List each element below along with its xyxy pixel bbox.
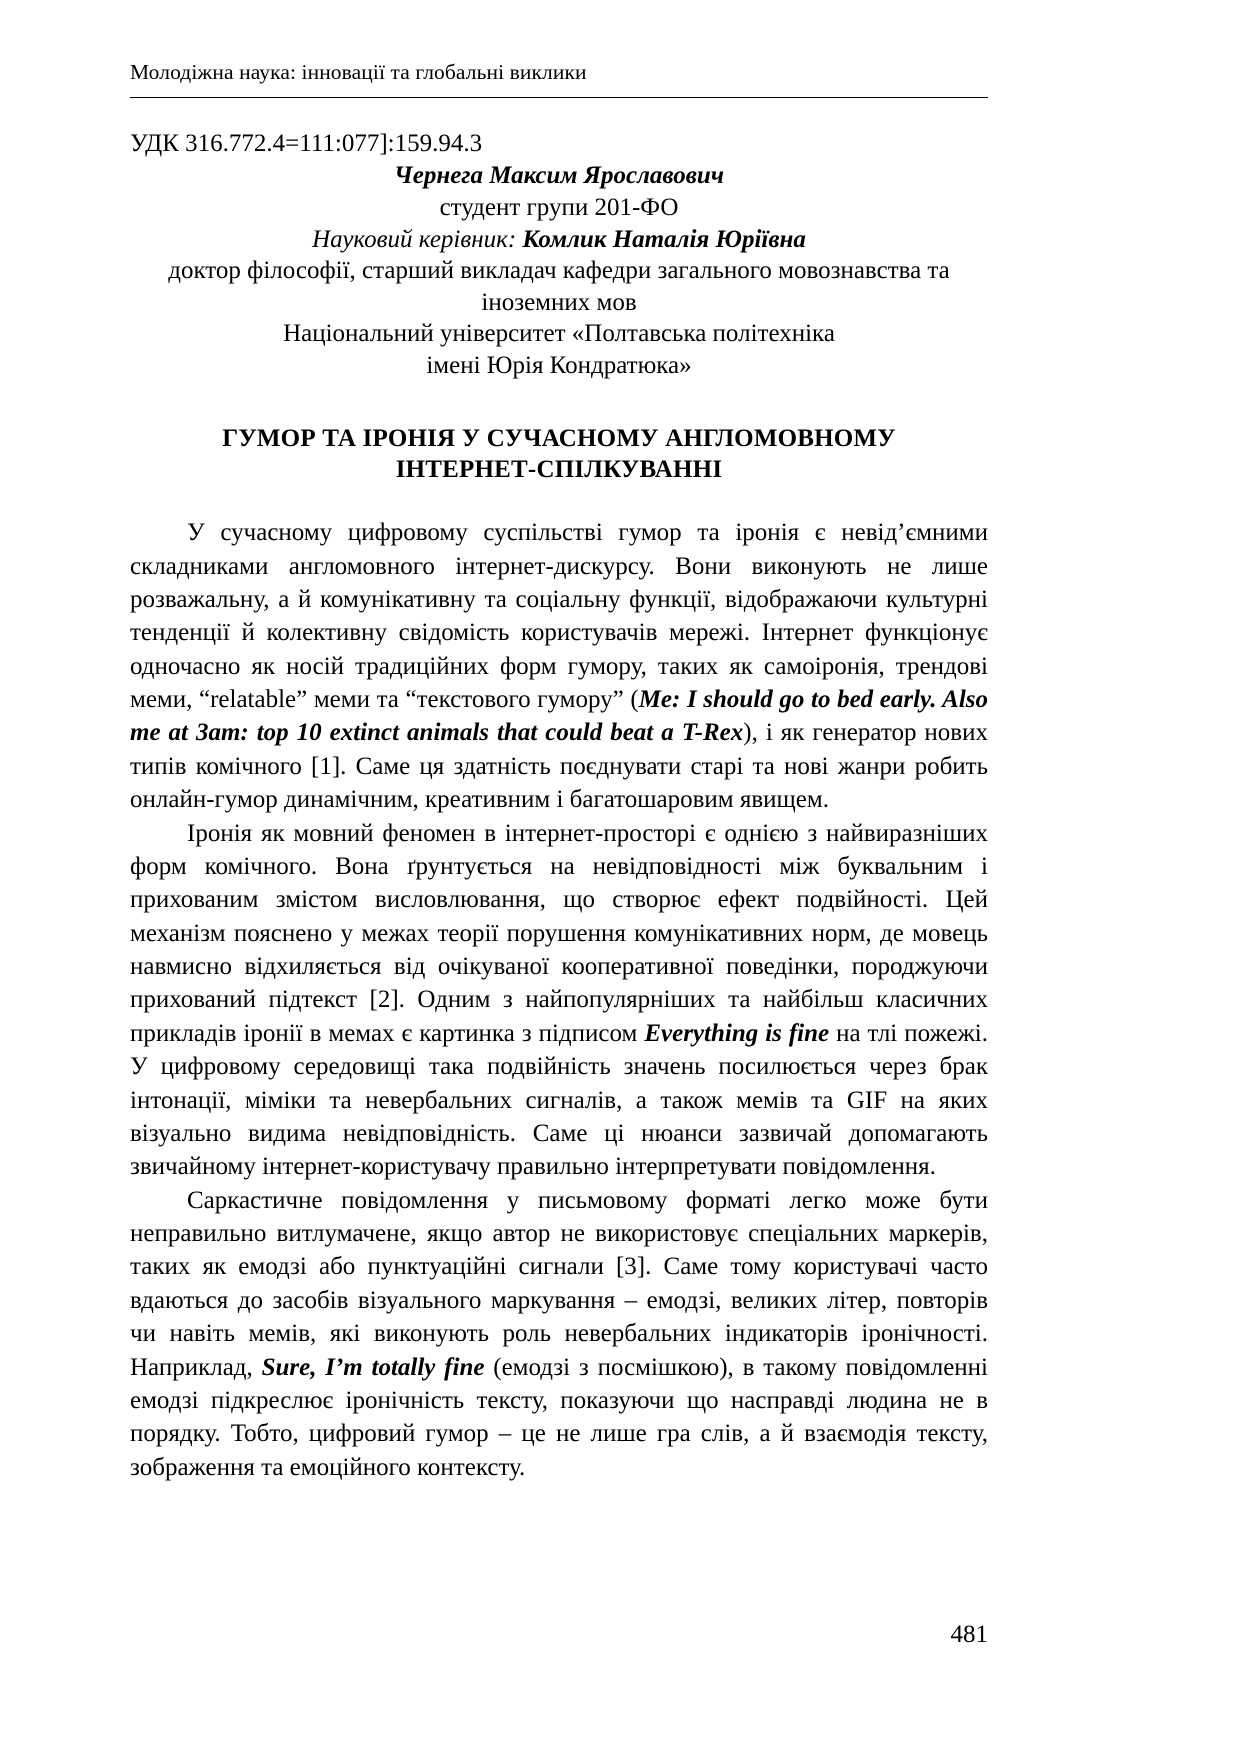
- author-affiliation: студент групи 201-ФО: [439, 193, 679, 221]
- front-matter-block: [130, 160, 988, 381]
- paragraph-2-part-b: на тлі пожежі. У цифровому середовищі така подвійність значень посилюється через брак інтонації, міміки та невербальних сигналів, а також мемів та GIF на яких візуально видима невідповідність. Саме ці нюанси зазвичай допомагають звичайному інтернет-користувачу правильно інтерпретувати повідомлення.: [130, 1019, 988, 1181]
- paragraph-2-emphasis: Everything is fine: [644, 1019, 830, 1047]
- paragraph-2: [130, 817, 988, 1184]
- header-divider-rule: [130, 97, 988, 98]
- paragraph-1-part-b: ), і як генератор нових типів комічного [1]. Саме ця здатність поєднувати старі та нові жанри робить онлайн-гумор динамічним, креативним і багатошаровим явищем.: [130, 719, 988, 814]
- article-body: [130, 516, 988, 1484]
- paragraph-3-emphasis: Sure, I’m totally fine: [261, 1353, 485, 1381]
- page-title-line-2: ІНТЕРНЕТ-СПІЛКУВАННІ: [395, 456, 723, 484]
- udc-code: УДК 316.772.4=111:077]:159.94.3: [130, 130, 483, 157]
- institution-line-1: Національний університет «Полтавська політехніка: [283, 320, 835, 348]
- supervisor-position-line-2: іноземних мов: [481, 288, 637, 316]
- paragraph-1-emphasis: Me: I should go to bed early. Also me at 3am: top 10 extinct animals that could beat a T-Rex: [130, 686, 989, 747]
- page-title: [130, 423, 988, 487]
- paragraph-3: [130, 1184, 988, 1484]
- institution-line-2: імені Юрія Кондратюка»: [426, 352, 692, 379]
- page-title-line-1: ГУМОР ТА ІРОНІЯ У СУЧАСНОМУ АНГЛОМОВНОМУ: [222, 424, 896, 452]
- paragraph-1: [130, 516, 988, 816]
- supervisor-position-line-1: доктор філософії, старший викладач кафедри загального мовознавства та: [168, 257, 950, 285]
- page-content: [130, 128, 988, 1484]
- supervisor-label: Науковий керівник:: [312, 225, 517, 253]
- supervisor-name: Комлик Наталія Юріївна: [522, 225, 806, 253]
- author-name: Чернега Максим Ярославович: [394, 162, 724, 190]
- paragraph-3-part-a: Саркастичне повідомлення у письмовому форматі легко може бути неправильно витлумачене, якщо автор не використовує спеціальних маркерів, таких як емодзі або пунктуаційні сигнали [3]. Саме тому користувачі часто вдаються до засобів візуального маркування – емодзі, великих літер, повторів чи навіть мемів, які виконують роль невербальних індикаторів іронічності. Наприклад,: [130, 1186, 988, 1381]
- page-number: 481: [950, 1621, 988, 1648]
- paragraph-1-part-a: У сучасному цифровому суспільстві гумор та іронія є невід’ємними складниками англомовного інтернет-дискурсу. Вони виконують не лише розважальну, а й комунікативну та соціальну функції, відображаючи культурні тенденції й колективну свідомість користувачів мережі. Інтернет функціонує одночасно як носій традиційних форм гумору, таких як самоіронія, трендові меми, “relatable” меми та “текстового гумору” (: [130, 519, 988, 713]
- paragraph-3-part-b: (емодзі з посмішкою), в такому повідомленні емодзі підкреслює іронічність тексту, показуючи що насправді людина не в порядку. Тобто, цифровий гумор – це не лише гра слів, а й взаємодія тексту, зображення та емоційного контексту.: [130, 1353, 988, 1481]
- supervisor-line: [130, 224, 988, 256]
- paragraph-2-part-a: Іронія як мовний феномен в інтернет-просторі є однією з найвиразніших форм комічного. Вона ґрунтується на невідповідності між буквальним і прихованим змістом висловлювання, що створює ефект подвійності. Цей механізм пояснено у межах теорії порушення комунікативних норм, де мовець навмисно відхиляється від очікуваної кооперативної поведінки, породжуючи прихований підтекст [2]. Одним з найпопулярніших та найбільш класичних прикладів іронії в мемах є картинка з підписом: [130, 819, 988, 1047]
- running-header: Молодіжна наука: інновації та глобальні виклики: [130, 60, 587, 84]
